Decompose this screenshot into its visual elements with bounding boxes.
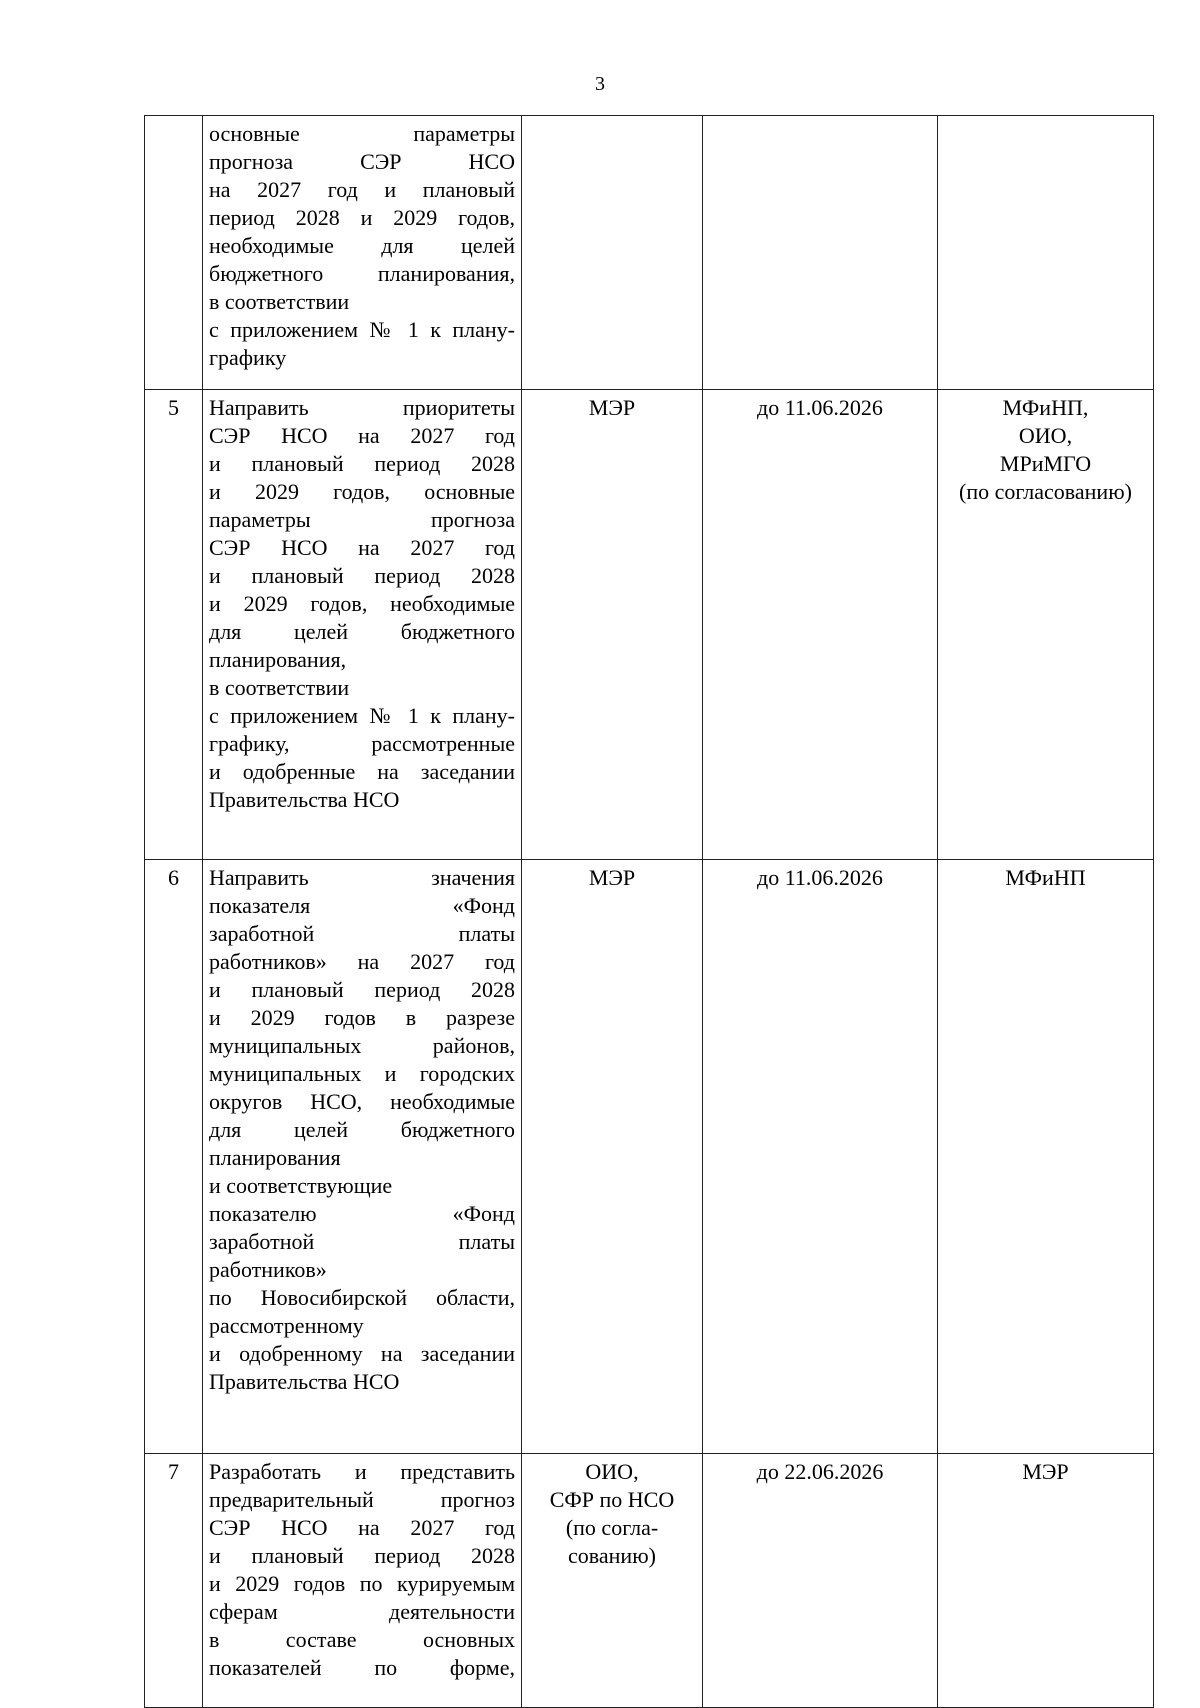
task-text-line: Направить значения	[209, 865, 515, 890]
task-text-line: Направить приоритеты	[209, 395, 515, 420]
recipient-cell-line: МЭР	[1022, 1459, 1069, 1484]
task-text-line: основные параметры	[209, 121, 515, 146]
task-text-line: округов НСО, необходимые	[209, 1089, 515, 1114]
deadline-cell-line: до 11.06.2026	[757, 865, 883, 890]
recipient-cell-line: МФиНП,	[1002, 395, 1089, 420]
task-text-line: рассмотренному	[209, 1313, 364, 1338]
table-row	[145, 116, 1154, 390]
task-text-line: показателю «Фонд	[209, 1201, 515, 1226]
task-text-line: сферам деятельности	[209, 1599, 515, 1624]
row-number-cell: 6	[145, 860, 203, 1454]
task-text-line: планирования,	[209, 647, 347, 672]
deadline-cell	[703, 390, 938, 860]
deadline-cell	[703, 860, 938, 1454]
responsible-cell-line: (по согла-	[565, 1515, 659, 1540]
task-text-line: и одобренные на заседании	[209, 759, 515, 784]
plan-table-body	[145, 116, 1154, 1708]
deadline-cell	[703, 1454, 938, 1708]
row-number-cell: 5	[145, 390, 203, 860]
recipient-cell	[938, 1454, 1154, 1708]
task-text-line: для целей бюджетного	[209, 1117, 515, 1142]
recipient-cell-line: ОИО,	[1018, 423, 1073, 448]
task-text-line: и плановый период 2028	[209, 1543, 515, 1568]
task-text-line: необходимые для целей	[209, 233, 515, 258]
task-text-line: и плановый период 2028	[209, 977, 515, 1002]
task-text-line: муниципальных районов,	[209, 1033, 515, 1058]
task-text-line: заработной платы	[209, 921, 515, 946]
deadline-cell	[703, 116, 938, 390]
task-text-line: СЭР НСО на 2027 год	[209, 1515, 515, 1540]
task-text-line: показателей по форме,	[209, 1655, 515, 1680]
task-text-line: СЭР НСО на 2027 год	[209, 423, 515, 448]
responsible-cell-line: СФР по НСО	[549, 1487, 675, 1512]
recipient-cell	[938, 116, 1154, 390]
responsible-cell-line: МЭР	[588, 395, 636, 420]
recipient-cell-line: МФиНП	[1005, 865, 1086, 890]
recipient-cell-line: МРиМГО	[999, 451, 1092, 476]
task-text-line: параметры прогноза	[209, 507, 515, 532]
task-text-line: в составе основных	[209, 1627, 515, 1652]
row-number-cell	[145, 116, 203, 390]
task-text-line: планирования	[209, 1145, 341, 1170]
task-cell	[203, 860, 522, 1454]
recipient-cell	[938, 860, 1154, 1454]
responsible-cell-line: МЭР	[588, 865, 636, 890]
task-text-line: графику	[209, 345, 287, 370]
table-row	[145, 860, 1154, 1454]
task-text-line: и плановый период 2028	[209, 563, 515, 588]
table-row	[145, 1454, 1154, 1708]
task-text-line: и 2029 годов по курируемым	[209, 1571, 515, 1596]
task-text-line: заработной платы	[209, 1229, 515, 1254]
task-text-line: и соответствующие	[209, 1173, 393, 1198]
task-text-line: предварительный прогноз	[209, 1487, 515, 1512]
table-row	[145, 390, 1154, 860]
task-text-line: и 2029 годов, необходимые	[209, 591, 515, 616]
task-text-line: в соответствии	[209, 289, 350, 314]
task-text-line: Правительства НСО	[209, 1369, 400, 1394]
responsible-cell-line: сованию)	[568, 1543, 656, 1568]
deadline-cell-line: до 22.06.2026	[756, 1459, 884, 1484]
task-text-line: показателя «Фонд	[209, 893, 515, 918]
deadline-cell-line: до 11.06.2026	[757, 395, 883, 420]
task-text-line: Разработать и представить	[209, 1459, 515, 1484]
recipient-cell	[938, 390, 1154, 860]
task-text-line: и 2029 годов в разрезе	[209, 1005, 515, 1030]
responsible-cell-line: ОИО,	[585, 1459, 639, 1484]
responsible-cell	[522, 860, 703, 1454]
task-text-line: муниципальных и городских	[209, 1061, 515, 1086]
task-text-line: работников» на 2027 год	[209, 949, 515, 974]
task-text-line: и плановый период 2028	[209, 451, 515, 476]
task-cell	[203, 1454, 522, 1708]
task-text-line: прогноза СЭР НСО	[209, 149, 515, 174]
task-text-line: и одобренному на заседании	[209, 1341, 515, 1366]
task-text-line: на 2027 год и плановый	[209, 177, 515, 202]
task-text-line: период 2028 и 2029 годов,	[209, 205, 515, 230]
responsible-cell	[522, 1454, 703, 1708]
task-text-line: для целей бюджетного	[209, 619, 515, 644]
task-text-line: по Новосибирской области,	[209, 1285, 515, 1310]
plan-schedule-table	[144, 115, 1154, 1708]
page-number: 3	[595, 73, 605, 95]
task-cell	[203, 116, 522, 390]
task-text-line: Правительства НСО	[209, 787, 400, 812]
responsible-cell	[522, 390, 703, 860]
recipient-cell-line: (по согласованию)	[959, 479, 1132, 504]
task-text-line: бюджетного планирования,	[209, 261, 515, 286]
responsible-cell	[522, 116, 703, 390]
task-cell	[203, 390, 522, 860]
task-text-line: с приложением № 1 к плану-	[209, 317, 515, 342]
task-text-line: в соответствии	[209, 675, 350, 700]
row-number-cell: 7	[145, 1454, 203, 1708]
task-text-line: графику, рассмотренные	[209, 731, 515, 756]
task-text-line: СЭР НСО на 2027 год	[209, 535, 515, 560]
task-text-line: и 2029 годов, основные	[209, 479, 515, 504]
task-text-line: с приложением № 1 к плану-	[209, 703, 515, 728]
task-text-line: работников»	[209, 1257, 327, 1282]
